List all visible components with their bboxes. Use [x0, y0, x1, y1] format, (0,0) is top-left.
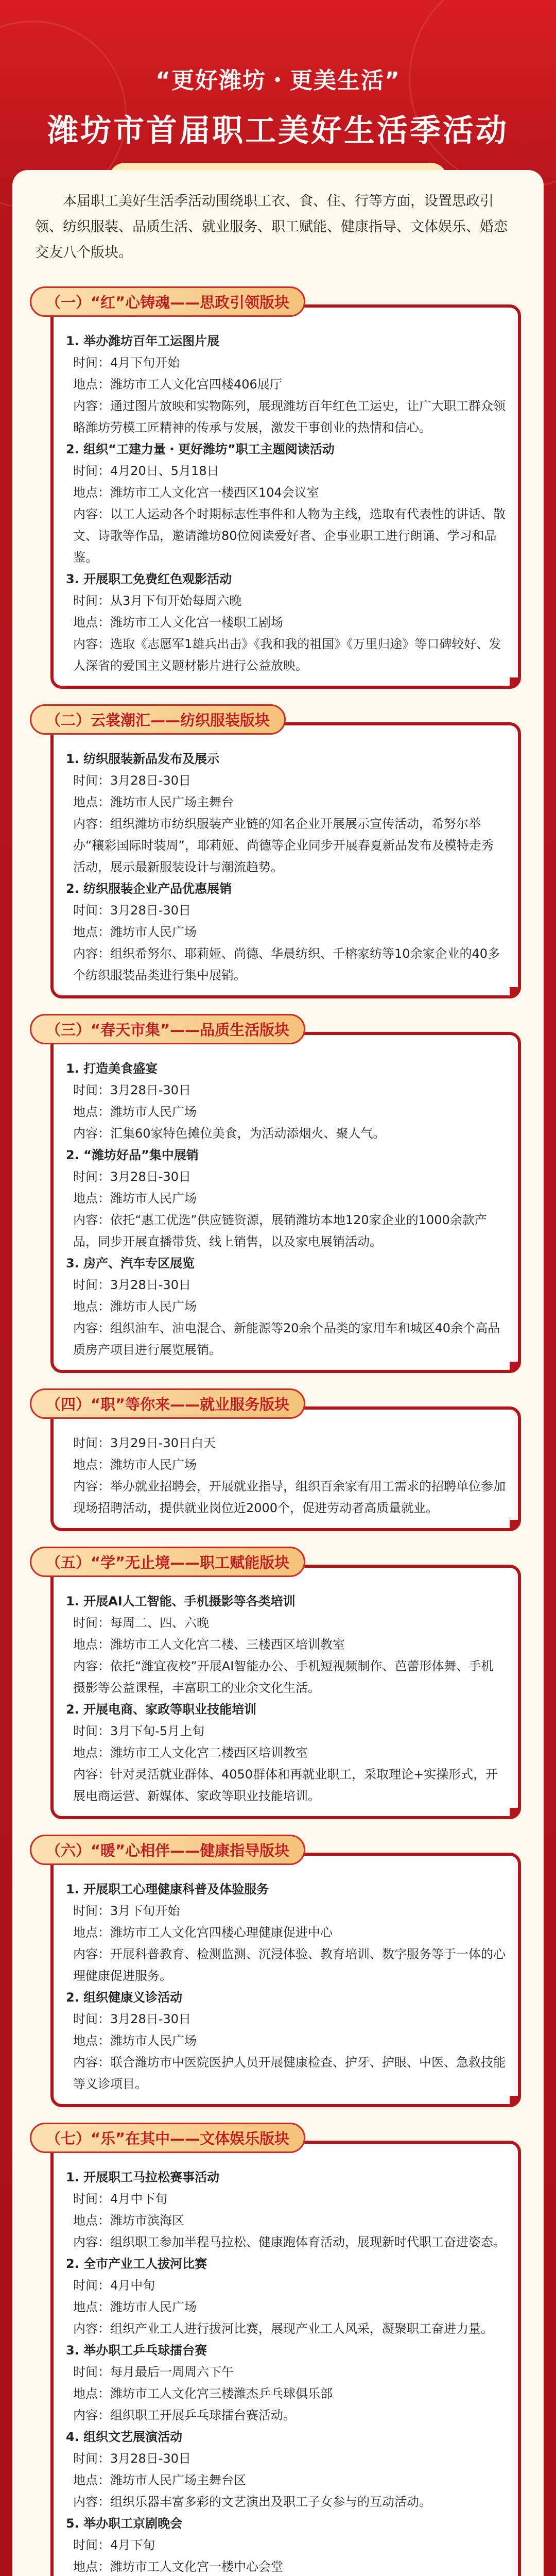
section-body — [50, 1853, 521, 2107]
activity-place: 地点：潍坊市人民广场 — [73, 2300, 197, 2314]
activity-name: 2. 组织“工建力量・更好潍坊”职工主题阅读活动 — [66, 442, 335, 456]
activity-place: 地点：潍坊市人民广场 — [73, 1105, 197, 1119]
activity-place: 地点：潍坊市人民广场 — [73, 925, 197, 939]
activity-content: 内容：以工人运动各个时期标志性事件和人物为主线，选取有代表性的讲话、散文、诗歌等作品，邀请潍坊80位阅读爱好者、企事业职工进行朗诵、学习和品鉴。 — [73, 507, 506, 565]
section — [30, 1835, 526, 2107]
activity-place: 地点：潍坊市人民广场 — [73, 2033, 197, 2048]
section — [30, 1014, 526, 1373]
activity-time: 时间：3月下旬-5月上旬 — [73, 1724, 205, 1738]
activity-time: 时间：4月中旬 — [73, 2278, 155, 2293]
activity-content: 内容：组织职工开展乒乓球擂台赛活动。 — [73, 2408, 296, 2422]
activity-item — [66, 878, 506, 986]
activity-time: 时间：4月中下旬 — [73, 2192, 168, 2206]
activity-name: 1. 举办潍坊百年工运图片展 — [66, 334, 220, 348]
subtitle: “更好潍坊・更美生活” — [155, 67, 401, 94]
activity-time: 时间：3月28日-30日 — [73, 773, 192, 788]
activity-name: 2. 纺织服装企业产品优惠展销 — [66, 882, 232, 896]
activity-name: 3. 房产、汽车专区展览 — [66, 1256, 195, 1270]
activity-time: 时间：每月最后一周周六下午 — [73, 2365, 234, 2379]
activity-time: 时间：4月下旬开始 — [73, 355, 180, 370]
section — [30, 1388, 526, 1531]
activity-item — [66, 1144, 506, 1252]
activity-item — [66, 438, 506, 568]
activity-content: 内容：开展科普教育、检测监测、沉浸体验、教育培训、数字服务等于一体的心理健康促进服务。 — [73, 1947, 506, 1983]
section-title: （七）“乐”在其中——文体娱乐版块 — [30, 2123, 305, 2153]
activity-time: 时间：3月28日-30日 — [73, 903, 192, 918]
section — [30, 286, 526, 689]
activity-item — [66, 568, 506, 676]
activity-item — [66, 1699, 506, 1807]
activity-content: 内容：汇集60家特色摊位美食，为活动添烟火、聚人气。 — [73, 1126, 386, 1141]
activity-content: 内容：联合潍坊市中医院医护人员开展健康检查、护牙、护眼、中医、急救技能等义诊项目。 — [73, 2055, 506, 2091]
activity-item — [66, 1878, 506, 1987]
activity-item — [66, 1252, 506, 1361]
activity-time: 时间：每周二、四、六晚 — [73, 1616, 209, 1630]
activity-content: 内容：组织潍坊市纺织服装产业链的知名企业开展展示宣传活动，希努尔举办“穰彩国际时装周”，耶莉娅、尚德等企业同步开展春夏新品发布及模特走秀活动，展示最新服装设计与潮流趋势。 — [73, 817, 494, 874]
intro-text: 本届职工美好生活季活动围绕职工衣、食、住、行等方面，设置思政引领、纺织服装、品质生活、就业服务、职工赋能、健康指导、文体娱乐、婚恋交友八个版块。 — [35, 193, 508, 261]
activity-time: 时间：3月28日-30日 — [73, 2012, 192, 2026]
activity-name: 5. 举办职工京剧晚会 — [66, 2516, 183, 2531]
section — [30, 704, 526, 998]
activity-time: 时间：3月29日-30日白天 — [73, 1436, 216, 1450]
activity-place: 地点：潍坊市工人文化宫一楼职工剧场 — [73, 615, 283, 630]
section-title: （二）云裳潮汇——纺织服装版块 — [30, 704, 286, 735]
activity-name: 1. 开展AI人工智能、手机摄影等各类培训 — [66, 1594, 296, 1608]
sections — [30, 286, 526, 2576]
activity-name: 1. 打造美食盛宴 — [66, 1061, 158, 1076]
activity-item — [66, 2166, 506, 2253]
activity-place: 地点：潍坊市人民广场主舞台 — [73, 795, 234, 809]
activity-content: 内容：通过图片放映和实物陈列，展现潍坊百年红色工运史，让广大职工群众领略潍坊劳模工匠精神的传承与发展，激发干事创业的热情和信心。 — [73, 399, 506, 435]
activity-name: 2. 开展电商、家政等职业技能培训 — [66, 1702, 257, 1717]
section-body — [50, 1032, 521, 1373]
activity-time: 时间：3月28日-30日 — [73, 1278, 192, 1292]
activity-place: 地点：潍坊市人民广场主舞台区 — [73, 2473, 246, 2487]
activity-item — [66, 2426, 506, 2513]
activity-place: 地点：潍坊市工人文化宫三楼潍杰乒乓球俱乐部 — [73, 2386, 333, 2401]
activity-name: 1. 开展职工马拉松赛事活动 — [66, 2170, 220, 2184]
activity-content: 内容：组织乐器丰富多彩的文艺演出及职工子女参与的互动活动。 — [73, 2495, 431, 2509]
activity-place: 地点：潍坊市工人文化宫二楼西区培训教室 — [73, 1745, 308, 1760]
activity-place: 地点：潍坊市人民广场 — [73, 1299, 197, 1314]
activity-name: 1. 纺织服装新品发布及展示 — [66, 752, 220, 766]
activity-content: 内容：依托“惠工优选”供应链资源，展销潍坊本地120家企业的1000余款产品，同步开展直播带货、线上销售，以及家电展销活动。 — [73, 1213, 487, 1249]
activity-item — [66, 2340, 506, 2426]
activity-time: 时间：3月下旬开始 — [73, 1904, 180, 1918]
activity-name: 3. 开展职工免费红色观影活动 — [66, 572, 232, 586]
activity-content: 内容：依托“潍宜夜校”开展AI智能办公、手机短视频制作、芭蕾形体舞、手机摄影等公益课程，丰富职工的业余文化生活。 — [73, 1659, 494, 1695]
activity-time: 时间：3月28日-30日 — [73, 1083, 192, 1097]
activity-name: 2. “潍坊好品”集中展销 — [66, 1148, 199, 1162]
section — [30, 1547, 526, 1819]
section-body — [50, 722, 521, 998]
activity-place: 地点：潍坊市工人文化宫二楼、三楼西区培训教室 — [73, 1637, 345, 1652]
activity-time: 时间：3月28日-30日 — [73, 2451, 192, 2466]
activity-content: 内容：组织职工参加半程马拉松、健康跑体育活动，展现新时代职工奋进姿态。 — [73, 2235, 506, 2249]
activity-item — [66, 1590, 506, 1699]
section-title: （一）“红”心铸魂——思政引领版块 — [30, 286, 305, 317]
activity-name: 1. 开展职工心理健康科普及体验服务 — [66, 1882, 269, 1896]
section-title: （五）“学”无止境——职工赋能版块 — [30, 1547, 305, 1577]
activity-name: 2. 组织健康义诊活动 — [66, 1990, 183, 2005]
activity-time: 时间：4月下旬 — [73, 2538, 155, 2552]
activity-item — [66, 1987, 506, 2095]
activity-place: 地点：潍坊市人民广场 — [73, 1191, 197, 1206]
activity-place: 地点：潍坊市工人文化宫一楼西区104会议室 — [73, 485, 319, 500]
activity-place: 地点：潍坊市工人文化宫四楼406展厅 — [73, 377, 282, 392]
section-body — [50, 2141, 521, 2576]
activity-place: 地点：潍坊市工人文化宫四楼心理健康促进中心 — [73, 1925, 333, 1940]
activity-item — [66, 748, 506, 878]
activity-place: 地点：潍坊市工人文化宫一楼中心会堂 — [73, 2560, 283, 2574]
section-body — [50, 304, 521, 689]
activity-content: 内容：选取《志愿军1雄兵出击》《我和我的祖国》《万里归途》等口碑较好、发人深省的爱国主义题材影片进行公益放映。 — [73, 637, 501, 673]
section — [30, 2123, 526, 2576]
activity-content: 内容：举办就业招聘会，开展就业指导，组织百余家有用工需求的招聘单位参加现场招聘活动，提供就业岗位近2000个，促进劳动者高质量就业。 — [73, 1479, 506, 1515]
page-title: 潍坊市首届职工美好生活季活动 — [47, 113, 509, 149]
activity-place: 地点：潍坊市人民广场 — [73, 1458, 197, 1472]
section-title: （四）“职”等你来——就业服务版块 — [30, 1388, 305, 1419]
section-title: （三）“春天市集”——品质生活版块 — [30, 1014, 305, 1044]
activity-item — [66, 1432, 506, 1519]
activity-place: 地点：潍坊市滨海区 — [73, 2213, 184, 2228]
activity-content: 内容：组织希努尔、耶莉娅、尚德、华晨纺织、千榕家纺等10余家企业的40多个纺织服装品类进行集中展销。 — [73, 946, 500, 982]
activity-content: 内容：针对灵活就业群体、4050群体和再就业职工，采取理论+实操形式，开展电商运营、新媒体、家政等职业技能培训。 — [73, 1767, 498, 1803]
activity-name: 2. 全市产业工人拔河比赛 — [66, 2257, 207, 2271]
header — [0, 0, 556, 170]
section-body — [50, 1565, 521, 1819]
section-body — [50, 1406, 521, 1531]
activity-item — [66, 330, 506, 438]
activity-time: 时间：4月20日、5月18日 — [73, 464, 219, 478]
activity-time: 时间：从3月下旬开始每周六晚 — [73, 594, 242, 608]
content-card — [12, 170, 544, 2576]
activity-item — [66, 2513, 506, 2576]
activity-item — [66, 1058, 506, 1144]
activity-time: 时间：3月28日-30日 — [73, 1170, 192, 1184]
activity-content: 内容：组织产业工人进行拔河比赛，展现产业工人风采，凝聚职工奋进力量。 — [73, 2321, 493, 2336]
section-title: （六）“暖”心相伴——健康指导版块 — [30, 1835, 305, 1865]
activity-name: 4. 组织文艺展演活动 — [66, 2430, 183, 2444]
activity-name: 3. 举办职工乒乓球擂台赛 — [66, 2343, 207, 2358]
activity-item — [66, 2253, 506, 2340]
activity-content: 内容：组织油车、油电混合、新能源等20余个品类的家用车和城区40余个高品质房产项目进行展览展销。 — [73, 1321, 500, 1357]
